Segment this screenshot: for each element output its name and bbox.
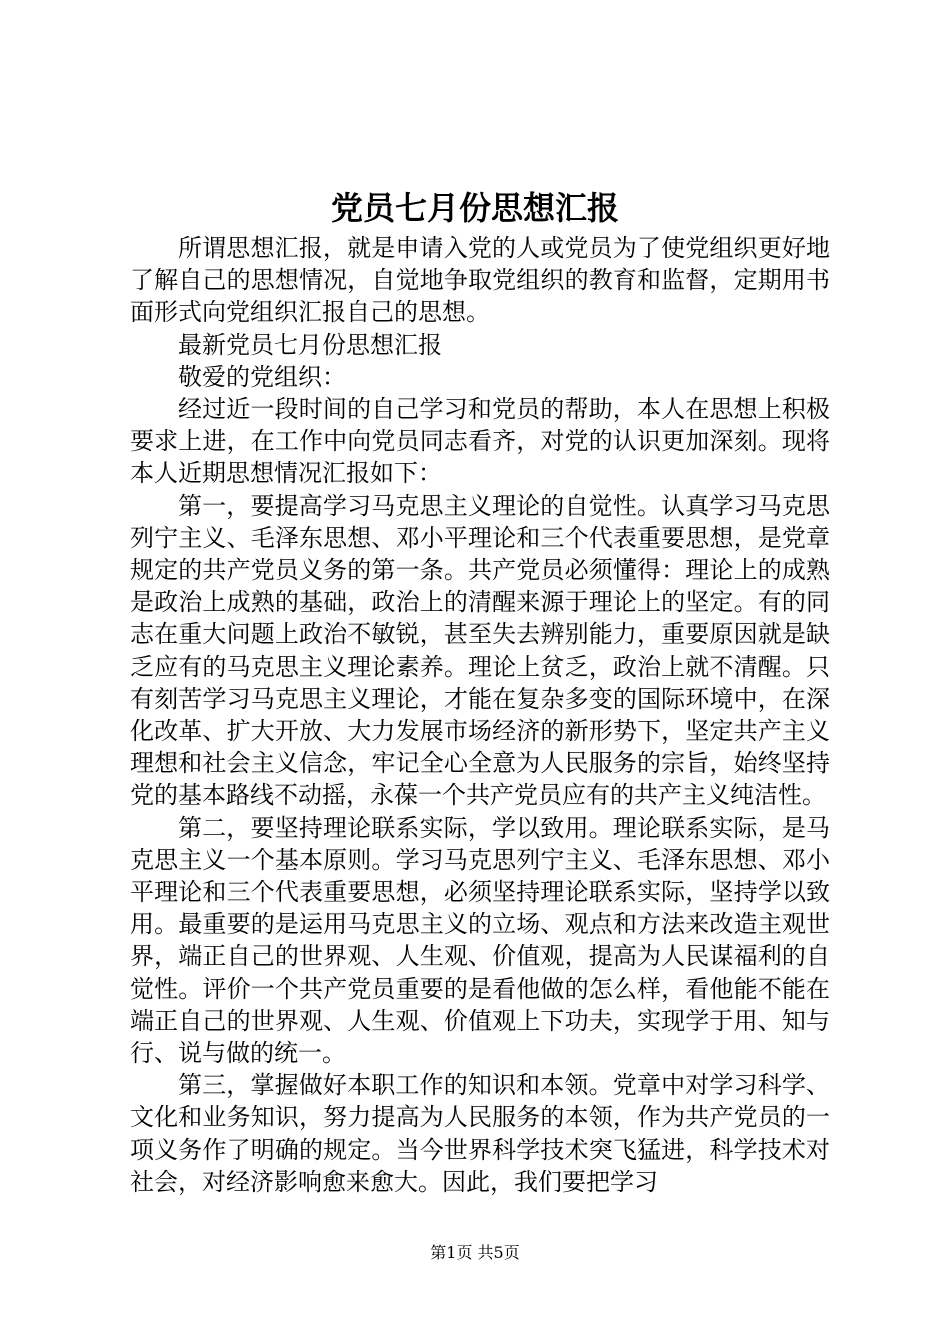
paragraph-point-three: 第三，掌握做好本职工作的知识和本领。党章中对学习科学、文化和业务知识，努力提高为人民服务的本领，作为共产党员的一项义务作了明确的规定。当今世界科学技术突飞猛进，科学技术对社会，对经济影响愈来愈大。因此，我们要把学习 bbox=[130, 1071, 830, 1196]
paragraph-point-two: 第二，要坚持理论联系实际，学以致用。理论联系实际，是马克思主义一个基本原则。学习马克思列宁主义、毛泽东思想、邓小平理论和三个代表重要思想，必须坚持理论联系实际，坚持学以致用。最重要的是运用马克思主义的立场、观点和方法来改造主观世界，端正自己的世界观、人生观、价值观，提高为人民谋福利的自觉性。评价一个共产党员重要的是看他做的怎么样，看他能不能在端正自己的世界观、人生观、价值观上下功夫，实现学于用、知与行、说与做的统一。 bbox=[130, 813, 830, 1068]
paragraph-intro: 所谓思想汇报，就是申请入党的人或党员为了使党组织更好地了解自己的思想情况，自觉地争取党组织的教育和监督，定期用书面形式向党组织汇报自己的思想。 bbox=[130, 234, 830, 327]
paragraph-opening: 经过近一段时间的自己学习和党员的帮助，本人在思想上积极要求上进，在工作中向党员同志看齐，对党的认识更加深刻。现将本人近期思想情况汇报如下： bbox=[130, 395, 830, 488]
page-number-footer: 第1页 共5页 bbox=[430, 1243, 520, 1262]
paragraph-subtitle: 最新党员七月份思想汇报 bbox=[178, 330, 442, 359]
document-title: 党员七月份思想汇报 bbox=[330, 189, 619, 227]
document-body bbox=[130, 232, 830, 1198]
paragraph-point-one: 第一，要提高学习马克思主义理论的自觉性。认真学习马克思列宁主义、毛泽东思想、邓小平理论和三个代表重要思想，是党章规定的共产党员义务的第一条。共产党员必须懂得：理论上的成熟是政治上成熟的基础，政治上的清醒来源于理论上的坚定。有的同志在重大问题上政治不敏锐，甚至失去辨别能力，重要原因就是缺乏应有的马克思主义理论素养。理论上贫乏，政治上就不清醒。只有刻苦学习马克思主义理论，才能在复杂多变的国际环境中，在深化改革、扩大开放、大力发展市场经济的新形势下，坚定共产主义理想和社会主义信念，牢记全心全意为人民服务的宗旨，始终坚持党的基本路线不动摇，永葆一个共产党员应有的共产主义纯洁性。 bbox=[130, 491, 830, 810]
paragraph-salutation: 敬爱的党组织： bbox=[178, 362, 346, 391]
